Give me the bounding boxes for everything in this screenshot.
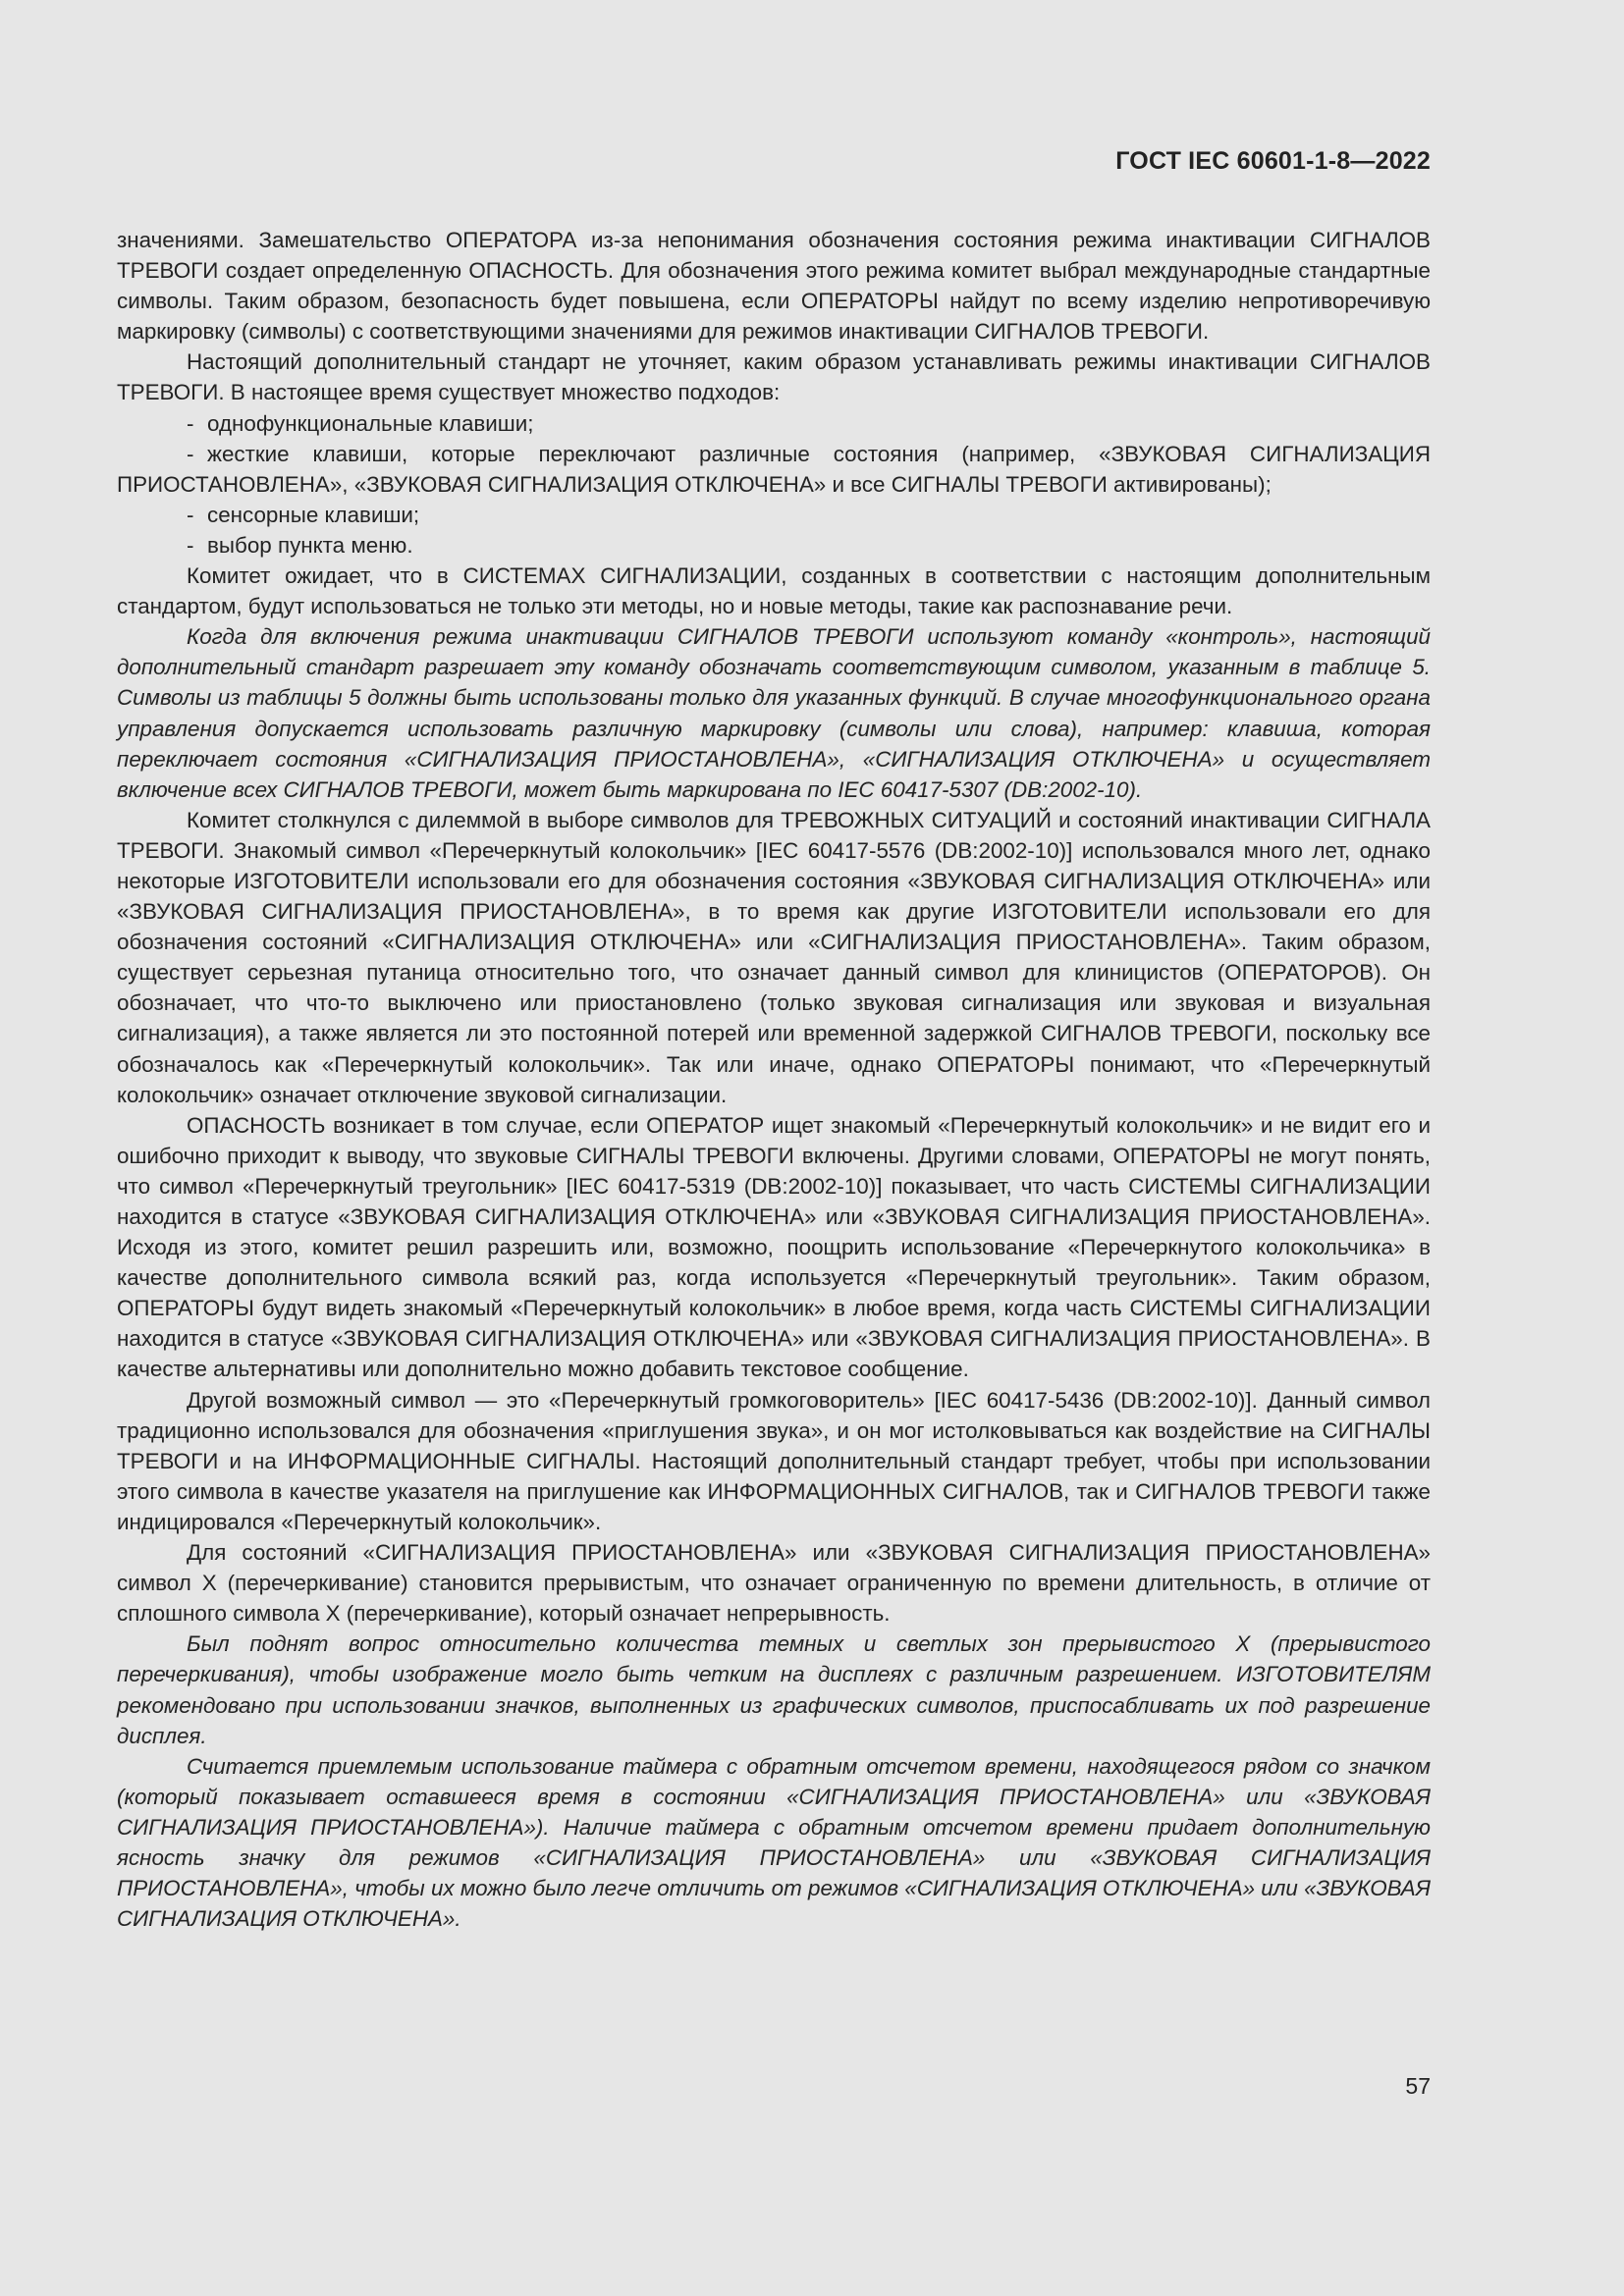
page-number: 57 [1405,2073,1431,2099]
document-code-header: ГОСТ IEC 60601-1-8—2022 [1115,147,1431,175]
list-item-text: жесткие клавиши, которые переключают различные состояния (например, «ЗВУКОВАЯ СИГНАЛИЗАЦИЯ ПРИОСТАНОВЛЕНА», «ЗВУКОВАЯ СИГНАЛИЗАЦИЯ ОТКЛЮЧЕНА» и все СИГНАЛЫ ТРЕВОГИ активированы); [117,441,1431,497]
paragraph-hazard: ОПАСНОСТЬ возникает в том случае, если ОПЕРАТОР ищет знакомый «Перечеркнутый колокольчик» и не видит его и ошибочно приходит к выводу, что звуковые СИГНАЛЫ ТРЕВОГИ включены. Другими словами, ОПЕРАТОРЫ не могут понять, что символ «Перечеркнутый треугольник» [IEC 60417-5319 (DB:2002-10)] показывает, что часть СИСТЕМЫ СИГНАЛИЗАЦИИ находится в статусе «ЗВУКОВАЯ СИГНАЛИЗАЦИЯ ОТКЛЮЧЕНА» или «ЗВУКОВАЯ СИГНАЛИЗАЦИЯ ПРИОСТАНОВЛЕНА». Исходя из этого, комитет решил разрешить или, возможно, поощрить использование «Перечеркнутого колокольчика» в качестве дополнительного символа всякий раз, когда используется «Перечеркнутый треугольник». Таким образом, ОПЕРАТОРЫ будут видеть знакомый «Перечеркнутый колокольчик» в любое время, когда часть СИСТЕМЫ СИГНАЛИЗАЦИИ находится в статусе «ЗВУКОВАЯ СИГНАЛИЗАЦИЯ ОТКЛЮЧЕНА» или «ЗВУКОВАЯ СИГНАЛИЗАЦИЯ ПРИОСТАНОВЛЕНА». В качестве альтернативы или дополнительно можно добавить текстовое сообщение. [117,1112,1431,1382]
list-dash: - [187,441,194,466]
list-item [117,500,1431,530]
list-item [117,439,1431,500]
document-body [117,225,1431,1934]
list-dash: - [187,502,194,527]
list-item [117,408,1431,439]
paragraph-approaches: Настоящий дополнительный стандарт не уточняет, каким образом устанавливать режимы инактивации СИГНАЛОВ ТРЕВОГИ. В настоящее время существует множество подходов: [117,349,1431,405]
paragraph-symbol-dilemma: Комитет столкнулся с дилеммой в выборе символов для ТРЕВОЖНЫХ СИТУАЦИЙ и состояний инактивации СИГНАЛА ТРЕВОГИ. Знакомый символ «Перечеркнутый колокольчик» [IEC 60417-5576 (DB:2002-10)] использовался много лет, однако некоторые ИЗГОТОВИТЕЛИ использовали его для обозначения состояния «ЗВУКОВАЯ СИГНАЛИЗАЦИЯ ОТКЛЮЧЕНА» или «ЗВУКОВАЯ СИГНАЛИЗАЦИЯ ПРИОСТАНОВЛЕНА», в то время как другие ИЗГОТОВИТЕЛИ использовали его для обозначения состояний «СИГНАЛИЗАЦИЯ ОТКЛЮЧЕНА» или «СИГНАЛИЗАЦИЯ ПРИОСТАНОВЛЕНА». Таким образом, существует серьезная путаница относительно того, что означает данный символ для клиницистов (ОПЕРАТОРОВ). Он обозначает, что что-то выключено или приостановлено (только звуковая сигнализация или звуковая и визуальная сигнализация), а также является ли это постоянной потерей или временной задержкой СИГНАЛОВ ТРЕВОГИ, поскольку все обозначалось как «Перечеркнутый колокольчик». Так или иначе, однако ОПЕРАТОРЫ понимают, что «Перечеркнутый колокольчик» означает отключение звуковой сигнализации. [117,807,1431,1107]
list-item-text: однофункциональные клавиши; [207,410,534,436]
list-item-text: выбор пункта меню. [207,532,413,558]
paragraph-control-command-note: Когда для включения режима инактивации СИГНАЛОВ ТРЕВОГИ используют команду «контроль», настоящий дополнительный стандарт разрешает эту команду обозначать соответствующим символом, указанным в таблице 5. Символы из таблицы 5 должны быть использованы только для указанных функций. В случае многофункционального органа управления допускается использовать различную маркировку (символы или слова), например: клавиша, которая переключает состояния «СИГНАЛИЗАЦИЯ ПРИОСТАНОВЛЕНА», «СИГНАЛИЗАЦИЯ ОТКЛЮЧЕНА» и осуществляет включение всех СИГНАЛОВ ТРЕВОГИ, может быть маркирована по IEC 60417-5307 (DB:2002-10). [117,624,1431,802]
paragraph-display-resolution-note: Был поднят вопрос относительно количества темных и светлых зон прерывистого X (прерывистого перечеркивания), чтобы изображение могло быть четким на дисплеях с различным разрешением. ИЗГОТОВИТЕЛЯМ рекомендовано при использовании значков, выполненных из графических символов, приспосабливать их под разрешение дисплея. [117,1631,1431,1748]
paragraph-continuation: значениями. Замешательство ОПЕРАТОРА из-за непонимания обозначения состояния режима инактивации СИГНАЛОВ ТРЕВОГИ создает определенную ОПАСНОСТЬ. Для обозначения этого режима комитет выбрал международные стандартные символы. Таким образом, безопасность будет повышена, если ОПЕРАТОРЫ найдут по всему изделию непротиворечивую маркировку (символы) с соответствующими значениями для режимов инактивации СИГНАЛОВ ТРЕВОГИ. [117,228,1431,345]
list-item-text: сенсорные клавиши; [207,502,420,527]
paragraph-loudspeaker-symbol: Другой возможный символ — это «Перечеркнутый громкоговоритель» [IEC 60417-5436 (DB:2002-10)]. Данный символ традиционно использовался для обозначения «приглушения звука», и он мог истолковываться как воздействие на СИГНАЛЫ ТРЕВОГИ и на ИНФОРМАЦИОННЫЕ СИГНАЛЫ. Настоящий дополнительный стандарт требует, чтобы при использовании этого символа в качестве указателя на приглушение как ИНФОРМАЦИОННЫХ СИГНАЛОВ, так и СИГНАЛОВ ТРЕВОГИ также индицировался «Перечеркнутый колокольчик». [117,1387,1431,1534]
paragraph-dashed-x: Для состояний «СИГНАЛИЗАЦИЯ ПРИОСТАНОВЛЕНА» или «ЗВУКОВАЯ СИГНАЛИЗАЦИЯ ПРИОСТАНОВЛЕНА» символ X (перечеркивание) становится прерывистым, что означает ограниченную по времени длительность, в отличие от сплошного символа X (перечеркивание), который означает непрерывность. [117,1540,1431,1627]
list-dash: - [187,532,194,558]
list-dash: - [187,410,194,436]
paragraph-committee-expects: Комитет ожидает, что в СИСТЕМАХ СИГНАЛИЗАЦИИ, созданных в соответствии с настоящим дополнительным стандартом, будут использоваться не только эти методы, но и новые методы, такие как распознавание речи. [117,563,1431,619]
paragraph-countdown-timer-note: Считается приемлемым использование таймера с обратным отсчетом времени, находящегося рядом со значком (который показывает оставшееся время в состоянии «СИГНАЛИЗАЦИЯ ПРИОСТАНОВЛЕНА» или «ЗВУКОВАЯ СИГНАЛИЗАЦИЯ ПРИОСТАНОВЛЕНА»). Наличие таймера с обратным отсчетом времени придает дополнительную ясность значку для режимов «СИГНАЛИЗАЦИЯ ПРИОСТАНОВЛЕНА» или «ЗВУКОВАЯ СИГНАЛИЗАЦИЯ ПРИОСТАНОВЛЕНА», чтобы их можно было легче отличить от режимов «СИГНАЛИЗАЦИЯ ОТКЛЮЧЕНА» или «ЗВУКОВАЯ СИГНАЛИЗАЦИЯ ОТКЛЮЧЕНА». [117,1753,1431,1932]
list-item [117,530,1431,561]
